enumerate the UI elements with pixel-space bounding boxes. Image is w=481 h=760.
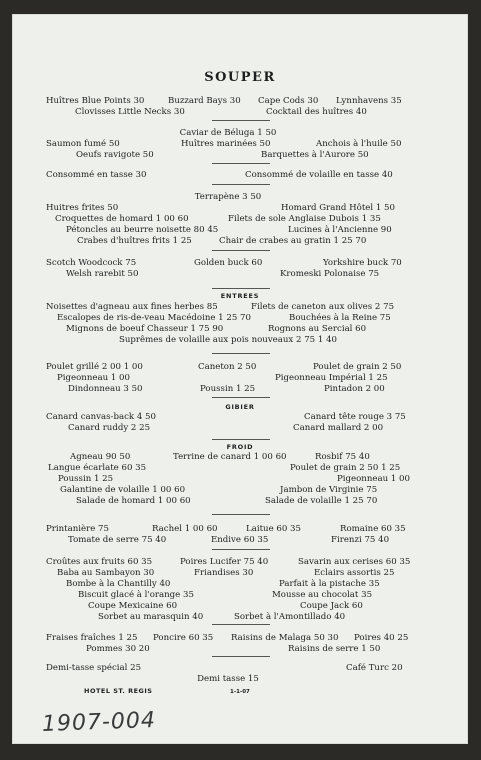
- menu-item: Welsh rarebit 50: [66, 269, 139, 279]
- menu-item: Anchois à l'huile 50: [316, 139, 402, 149]
- menu-item: Poulet grillé 2 00 1 00: [46, 362, 143, 372]
- menu-item: Poulet de grain 2 50 1 25: [290, 463, 401, 473]
- menu-line: [12, 674, 468, 685]
- menu-line: [12, 313, 468, 324]
- menu-item: Noisettes d'agneau aux fines herbes 85: [46, 302, 218, 312]
- menu-item: Croquettes de homard 1 00 60: [55, 214, 189, 224]
- divider: [212, 353, 270, 354]
- menu-line: [12, 535, 468, 546]
- menu-item: Canard ruddy 2 25: [68, 423, 151, 433]
- menu-line: [12, 269, 468, 280]
- menu-item: Barquettes à l'Aurore 50: [261, 150, 369, 160]
- menu-item: Oeufs ravigote 50: [76, 150, 154, 160]
- menu-item: Friandises 30: [194, 568, 254, 578]
- menu-line: [12, 225, 468, 236]
- menu-item: Poires Lucifer 75 40: [180, 557, 269, 567]
- menu-item: Sorbet au marasquin 40: [98, 612, 204, 622]
- menu-item: Biscuit glacé à l'orange 35: [78, 590, 194, 600]
- menu-item: Demi tasse 15: [197, 674, 259, 684]
- menu-item: Canard canvas-back 4 50: [46, 412, 156, 422]
- menu-line: [12, 96, 468, 107]
- menu-line: [12, 423, 468, 434]
- menu-item: Huîtres marinées 50: [181, 139, 271, 149]
- menu-item: Pommes 30 20: [86, 644, 150, 654]
- menu-item: Rachel 1 00 60: [152, 524, 218, 534]
- menu-item: Raisins de Malaga 50 30: [231, 633, 339, 643]
- menu-line: [12, 663, 468, 674]
- menu-line: [12, 362, 468, 373]
- menu-item: Filets de caneton aux olives 2 75: [251, 302, 395, 312]
- menu-item: Bouchées à la Reine 75: [289, 313, 391, 323]
- section-heading: FROID: [226, 443, 254, 451]
- menu-item: Langue écarlate 60 35: [48, 463, 147, 473]
- menu-item: Clovisses Little Necks 30: [75, 107, 185, 117]
- menu-item: Homard Grand Hôtel 1 50: [281, 203, 395, 213]
- menu-item: Fraises fraîches 1 25: [46, 633, 138, 643]
- divider: [212, 514, 270, 515]
- menu-line: [12, 579, 468, 590]
- menu-line: [12, 557, 468, 568]
- menu-line: [12, 452, 468, 463]
- menu-line: [12, 302, 468, 313]
- menu-item: Consommé de volaille en tasse 40: [245, 170, 393, 180]
- menu-body: [12, 14, 468, 744]
- section-heading: GIBIER: [225, 403, 255, 411]
- menu-line: [12, 384, 468, 395]
- menu-item: Poussin 1 25: [200, 384, 256, 394]
- menu-item: Galantine de volaille 1 00 60: [60, 485, 186, 495]
- menu-item: Rosbif 75 40: [315, 452, 370, 462]
- menu-item: Golden buck 60: [194, 258, 263, 268]
- menu-line: [12, 139, 468, 150]
- divider: [212, 624, 270, 625]
- menu-line: [12, 590, 468, 601]
- menu-item: Kromeski Polonaise 75: [280, 269, 380, 279]
- menu-line: [12, 633, 468, 644]
- menu-item: Firenzi 75 40: [331, 535, 390, 545]
- menu-item: Pigeonneau Impérial 1 25: [275, 373, 388, 383]
- menu-item: Parfait à la pistache 35: [279, 579, 380, 589]
- menu-item: Café Turc 20: [346, 663, 403, 673]
- handwritten-annotation: 1907-004: [41, 708, 157, 737]
- menu-line: [12, 214, 468, 225]
- menu-line: [12, 474, 468, 485]
- menu-line: [12, 203, 468, 214]
- menu-item: Canard mallard 2 00: [293, 423, 384, 433]
- divider: [212, 656, 270, 657]
- menu-item: Sorbet à l'Amontillado 40: [234, 612, 346, 622]
- menu-title: SOUPER: [204, 70, 276, 85]
- menu-item: Printanière 75: [46, 524, 109, 534]
- menu-item: Bombe à la Chantilly 40: [66, 579, 171, 589]
- menu-item: Salade de volaille 1 25 70: [265, 496, 378, 506]
- menu-item: Jambon de Virginie 75: [280, 485, 378, 495]
- menu-item: Laitue 60 35: [246, 524, 301, 534]
- menu-line: [12, 412, 468, 423]
- menu-item: Poncire 60 35: [153, 633, 214, 643]
- divider: [212, 397, 270, 398]
- divider: [212, 120, 270, 121]
- menu-item: Canard tête rouge 3 75: [304, 412, 406, 422]
- menu-card: [12, 14, 468, 744]
- menu-item: Pigeonneau 1 00: [337, 474, 410, 484]
- menu-item: Coupe Mexicaine 60: [88, 601, 178, 611]
- divider: [212, 184, 270, 185]
- menu-line: [12, 170, 468, 181]
- menu-item: Tomate de serre 75 40: [68, 535, 167, 545]
- menu-item: Crabes d'huîtres frits 1 25: [77, 236, 192, 246]
- menu-item: Demi-tasse spécial 25: [46, 663, 142, 673]
- menu-item: Terrapène 3 50: [194, 192, 262, 202]
- menu-item: Eclairs assortis 25: [314, 568, 395, 578]
- menu-item: Lynnhavens 35: [336, 96, 402, 106]
- menu-item: Poussin 1 25: [58, 474, 114, 484]
- menu-item: Coupe Jack 60: [300, 601, 363, 611]
- menu-item: Buzzard Bays 30: [168, 96, 241, 106]
- hotel-name: HOTEL ST. REGIS: [84, 687, 153, 695]
- menu-line: [12, 107, 468, 118]
- menu-line: [12, 335, 468, 346]
- divider: [212, 250, 270, 251]
- menu-item: Caviar de Béluga 1 50: [179, 128, 277, 138]
- menu-line: [12, 485, 468, 496]
- menu-item: Saumon fumé 50: [46, 139, 120, 149]
- menu-line: [12, 150, 468, 161]
- menu-item: Caneton 2 50: [198, 362, 257, 372]
- menu-line: [12, 463, 468, 474]
- menu-line: [12, 324, 468, 335]
- menu-item: Poires 40 25: [354, 633, 409, 643]
- menu-item: Agneau 90 50: [70, 452, 131, 462]
- menu-item: Escalopes de ris-de-veau Macédoine 1 25 70: [57, 313, 251, 323]
- menu-item: Yorkshire buck 70: [323, 258, 402, 268]
- divider: [212, 549, 270, 550]
- menu-item: Consommé en tasse 30: [46, 170, 147, 180]
- menu-item: Cocktail des huîtres 40: [266, 107, 367, 117]
- menu-line: [12, 524, 468, 535]
- menu-item: Dindonneau 3 50: [68, 384, 143, 394]
- menu-item: Savarin aux cerises 60 35: [298, 557, 411, 567]
- menu-item: Poulet de grain 2 50: [313, 362, 402, 372]
- section-heading: ENTREES: [220, 292, 260, 300]
- menu-item: Pigeonneau 1 00: [57, 373, 130, 383]
- divider: [212, 288, 270, 289]
- menu-item: Romaine 60 35: [340, 524, 406, 534]
- menu-item: Huîtres Blue Points 30: [46, 96, 145, 106]
- menu-line: [12, 644, 468, 655]
- menu-item: Cape Cods 30: [258, 96, 319, 106]
- menu-item: Filets de sole Anglaise Dubois 1 35: [228, 214, 381, 224]
- menu-item: Endive 60 35: [211, 535, 269, 545]
- menu-date: 1-1-07: [230, 689, 250, 695]
- divider: [212, 163, 270, 164]
- menu-item: Croûtes aux fruits 60 35: [46, 557, 153, 567]
- menu-item: Salade de homard 1 00 60: [76, 496, 191, 506]
- menu-line: [12, 568, 468, 579]
- menu-item: Chair de crabes au gratin 1 25 70: [219, 236, 367, 246]
- menu-item: Lucines à l'Ancienne 90: [288, 225, 392, 235]
- menu-line: [12, 258, 468, 269]
- menu-item: Suprêmes de volaille aux pois nouveaux 2 75 1 40: [119, 335, 337, 345]
- menu-line: [12, 496, 468, 507]
- menu-line: [12, 601, 468, 612]
- menu-line: [12, 373, 468, 384]
- menu-item: Raisins de serre 1 50: [288, 644, 381, 654]
- menu-item: Pétoncles au beurre noisette 80 45: [66, 225, 219, 235]
- menu-item: Scotch Woodcock 75: [46, 258, 137, 268]
- menu-item: Terrine de canard 1 00 60: [173, 452, 287, 462]
- menu-item: Pintadon 2 00: [324, 384, 385, 394]
- menu-item: Mignons de boeuf Chasseur 1 75 90: [66, 324, 224, 334]
- menu-line: [12, 612, 468, 623]
- menu-item: Huitres frites 50: [46, 203, 119, 213]
- divider: [212, 439, 270, 440]
- menu-line: [12, 128, 468, 139]
- menu-item: Mousse au chocolat 35: [272, 590, 373, 600]
- menu-item: Rognons au Sercial 60: [268, 324, 367, 334]
- menu-item: Baba au Sambayon 30: [57, 568, 155, 578]
- menu-line: [12, 192, 468, 203]
- menu-line: [12, 236, 468, 247]
